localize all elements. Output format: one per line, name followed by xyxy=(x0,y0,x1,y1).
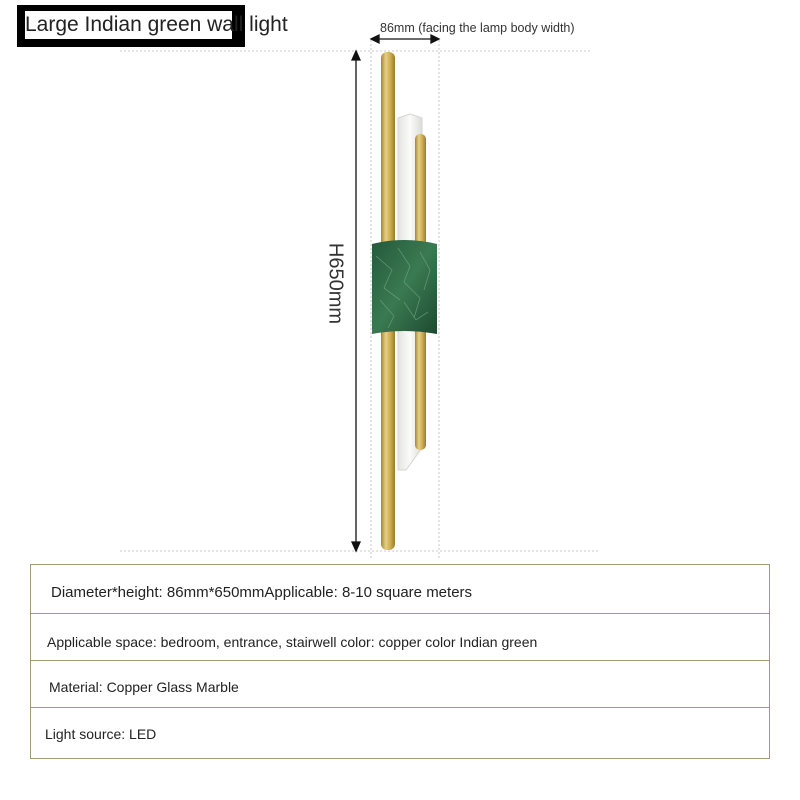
spec-row xyxy=(31,614,769,661)
spec-table xyxy=(30,564,770,759)
marble-block xyxy=(372,240,437,334)
guide-lines xyxy=(120,40,600,560)
height-dimension-label: H650mm xyxy=(324,242,347,325)
width-dimension-label: 86mm (facing the lamp body width) xyxy=(380,21,575,35)
spec-row xyxy=(31,661,769,708)
height-arrow xyxy=(352,51,360,551)
spec-material: Material: Copper Glass Marble xyxy=(49,679,239,695)
page-title: Large Indian green wall light xyxy=(25,13,288,36)
spec-row xyxy=(31,565,769,614)
width-arrow xyxy=(371,35,439,43)
spec-dimensions: Diameter*height: 86mm*650mmApplicable: 8-10 square meters xyxy=(51,584,473,601)
spec-row xyxy=(31,708,769,758)
spec-applicable-space: Applicable space: bedroom, entrance, stairwell color: copper color Indian green xyxy=(47,634,538,650)
spec-light-source: Light source: LED xyxy=(45,726,157,742)
